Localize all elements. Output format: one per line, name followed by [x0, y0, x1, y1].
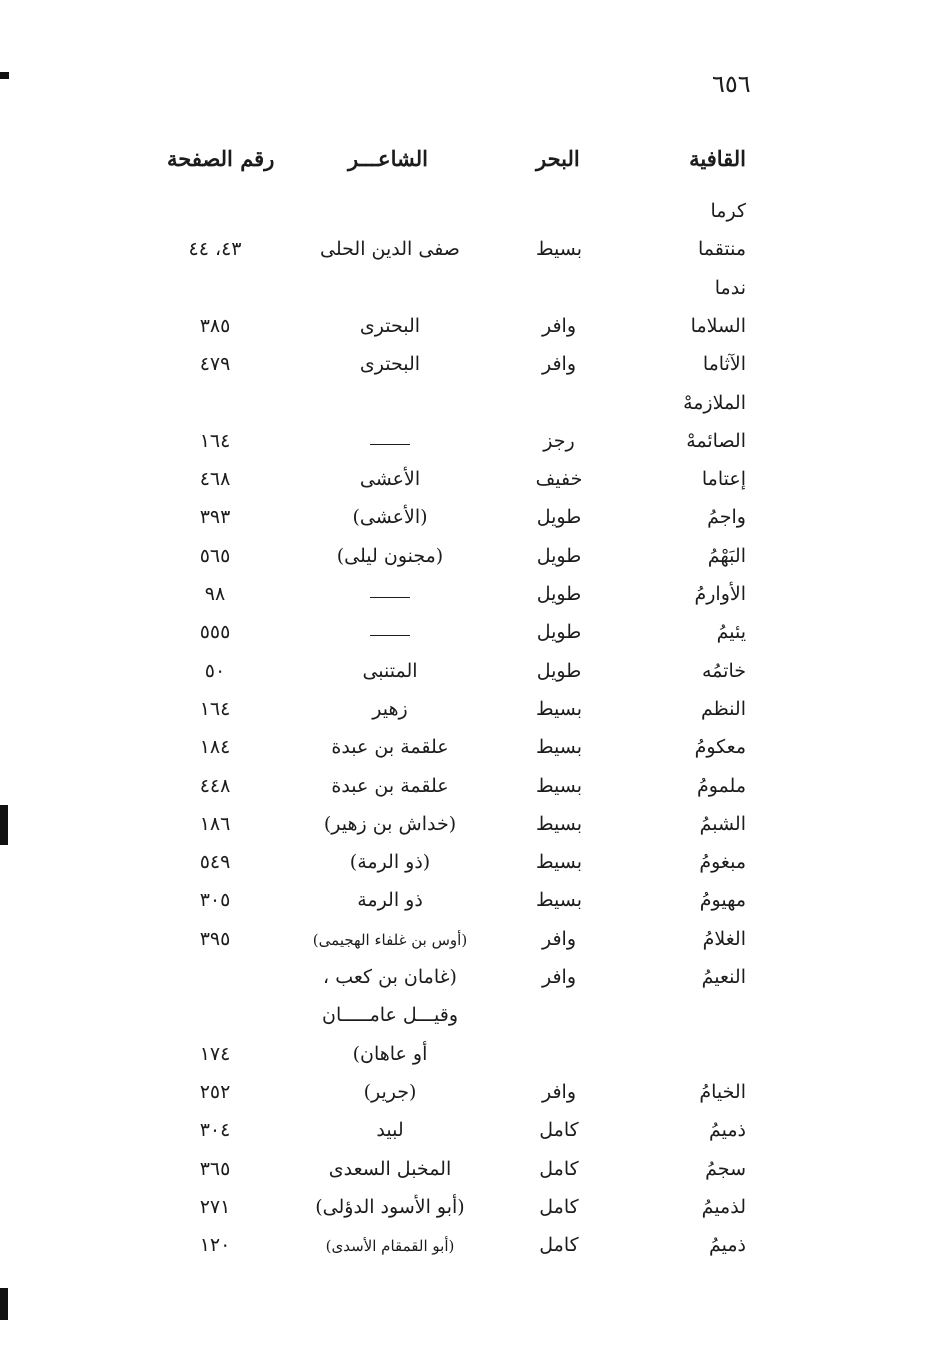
poet-cell: (ذو الرمة) [349, 851, 431, 873]
table-row [0, 502, 943, 536]
bahr-cell: كامل [539, 1196, 579, 1218]
bahr-cell: وافر [541, 315, 577, 337]
bahr-cell: طويل [536, 660, 582, 682]
page-number-cell: ٥٠ [204, 660, 226, 682]
page-number-cell: ٢٧١ [199, 1196, 231, 1218]
qafiya-cell: يئيمُ [716, 621, 746, 643]
table-row [0, 388, 943, 422]
bahr-cell: بسيط [535, 775, 582, 797]
table-row [0, 656, 943, 690]
qafiya-cell: منتقما [697, 238, 746, 260]
page-number-cell: ٤٤٨ [199, 775, 231, 797]
table-row [0, 273, 943, 307]
page-number-cell: ١٧٤ [199, 1043, 231, 1065]
bahr-cell: طويل [536, 583, 582, 605]
bahr-cell: طويل [536, 545, 582, 567]
poet-cell: علقمة بن عبدة [331, 736, 449, 758]
poet-cell: المخبل السعدى [328, 1158, 452, 1180]
poet-cell: وقيـــل عامـــــان [322, 1004, 458, 1026]
page-number-cell: ٣٠٤ [199, 1119, 231, 1141]
qafiya-cell: ندما [714, 277, 746, 299]
table-row [0, 311, 943, 345]
page-number-cell: ٥٤٩ [199, 851, 231, 873]
poet-cell: (مجنون ليلى) [336, 545, 444, 567]
poet-cell: ذو الرمة [357, 889, 423, 911]
bahr-cell: بسيط [535, 889, 582, 911]
bahr-cell: بسيط [535, 238, 582, 260]
page-number-cell: ٣٩٣ [199, 506, 231, 528]
poet-cell: علقمة بن عبدة [331, 775, 449, 797]
table-row [0, 1192, 943, 1226]
poet-cell: لبيد [376, 1119, 404, 1141]
page-number-cell: ٥٦٥ [199, 545, 231, 567]
header-bahr: البحر [536, 146, 580, 171]
table-row [0, 541, 943, 575]
qafiya-cell: معكومُ [694, 736, 746, 758]
header-poet: الشاعـــر [348, 146, 428, 171]
bahr-cell: وافر [541, 1081, 577, 1103]
table-row [0, 847, 943, 881]
bahr-cell: بسيط [535, 851, 582, 873]
bahr-cell: خفيف [535, 468, 583, 490]
table-row [0, 694, 943, 728]
qafiya-cell: الأوارمُ [694, 583, 746, 605]
page-number-cell: ١٨٤ [199, 736, 231, 758]
page-number-cell: ٤٧٩ [199, 353, 231, 375]
page-number-cell: ١٦٤ [199, 430, 231, 452]
poet-cell: (جرير) [363, 1081, 417, 1103]
bahr-cell: كامل [539, 1119, 579, 1141]
no-poet-dash [370, 597, 410, 598]
page-number-cell: ٩٨ [204, 583, 226, 605]
poet-cell: (غامان بن كعب ، [323, 966, 457, 988]
page-number-cell: ٢٥٢ [199, 1081, 231, 1103]
page-number-cell: ٣٩٥ [199, 928, 231, 950]
bahr-cell: طويل [536, 506, 582, 528]
qafiya-cell: إعتاما [701, 468, 746, 490]
page-number-cell: ١٢٠ [199, 1234, 231, 1256]
qafiya-cell: الآثاما [702, 353, 746, 375]
poet-cell: (الأعشى) [352, 506, 428, 528]
qafiya-cell: ملمومُ [696, 775, 746, 797]
table-row [0, 1039, 943, 1073]
poet-cell: الأعشى [359, 468, 421, 490]
header-page-number: رقم الصفحة [167, 146, 275, 171]
qafiya-cell: مهيومُ [699, 889, 746, 911]
poet-cell: صفى الدين الحلى [320, 238, 460, 260]
scan-edge-mark [0, 805, 8, 845]
table-row [0, 579, 943, 613]
qafiya-cell: مبغومُ [699, 851, 746, 873]
table-row [0, 234, 943, 268]
poet-cell: (خداش بن زهير) [323, 813, 457, 835]
poet-cell: (أبو القمقام الأسدى) [325, 1237, 455, 1255]
bahr-cell: رجز [543, 430, 575, 452]
page-number-cell: ١٦٤ [199, 698, 231, 720]
scan-edge-mark [0, 1288, 8, 1320]
page-number-cell: ٥٥٥ [199, 621, 231, 643]
poet-cell [280, 430, 500, 452]
qafiya-cell: كرما [710, 200, 746, 222]
qafiya-cell: ذميمُ [708, 1119, 746, 1141]
table-row [0, 809, 943, 843]
poet-cell: أو عاهان) [352, 1043, 428, 1065]
page-number-cell: ٣٦٥ [199, 1158, 231, 1180]
header-qafiya: القافية [689, 146, 746, 171]
table-row [0, 196, 943, 230]
scan-edge-mark [0, 72, 9, 79]
table-row [0, 962, 943, 996]
page-number-cell: ١٨٦ [199, 813, 231, 835]
qafiya-cell: خاتمُه [702, 660, 746, 682]
poet-cell: البحترى [359, 353, 421, 375]
table-row [0, 426, 943, 460]
poet-cell [280, 621, 500, 643]
poet-cell: (أبو الأسود الدؤلى) [315, 1196, 465, 1218]
bahr-cell: وافر [541, 966, 577, 988]
bahr-cell: وافر [541, 928, 577, 950]
table-row [0, 1230, 943, 1264]
no-poet-dash [370, 635, 410, 636]
table-row [0, 617, 943, 651]
poet-cell: زهير [372, 698, 408, 720]
bahr-cell: بسيط [535, 736, 582, 758]
poet-cell [280, 583, 500, 605]
table-row [0, 771, 943, 805]
bahr-cell: كامل [539, 1234, 579, 1256]
bahr-cell: طويل [536, 621, 582, 643]
table-row [0, 1000, 943, 1034]
page-number-cell: ٤٣، ٤٤ [188, 238, 242, 260]
qafiya-cell: النظم [700, 698, 746, 720]
qafiya-cell: البَهْمُ [707, 545, 746, 567]
table-row [0, 1154, 943, 1188]
table-row [0, 464, 943, 498]
poet-cell: المتنبى [362, 660, 418, 682]
qafiya-cell: النعيمُ [701, 966, 746, 988]
qafiya-cell: لذميمُ [701, 1196, 746, 1218]
bahr-cell: بسيط [535, 813, 582, 835]
qafiya-cell: السلاما [690, 315, 746, 337]
qafiya-cell: الصائمهْ [686, 430, 746, 452]
table-row [0, 924, 943, 958]
no-poet-dash [370, 444, 410, 445]
qafiya-cell: ذميمُ [708, 1234, 746, 1256]
qafiya-cell: الملازمهْ [683, 392, 746, 414]
table-row [0, 1077, 943, 1111]
table-row [0, 885, 943, 919]
page-number-cell: ٣٠٥ [199, 889, 231, 911]
table-row [0, 732, 943, 766]
table-row [0, 1115, 943, 1149]
bahr-cell: كامل [539, 1158, 579, 1180]
page-number-cell: ٤٦٨ [199, 468, 231, 490]
bahr-cell: بسيط [535, 698, 582, 720]
poet-cell: البحترى [359, 315, 421, 337]
qafiya-cell: الخيامُ [699, 1081, 746, 1103]
bahr-cell: وافر [541, 353, 577, 375]
qafiya-cell: الشبمُ [699, 813, 746, 835]
qafiya-cell: الغلامُ [702, 928, 746, 950]
page-number: ٦٥٦ [712, 70, 751, 98]
qafiya-cell: واجمُ [707, 506, 746, 528]
table-row [0, 349, 943, 383]
qafiya-cell: سجمُ [705, 1158, 746, 1180]
page-number-cell: ٣٨٥ [199, 315, 231, 337]
poet-cell: (أوس بن غلفاء الهجيمى) [312, 931, 468, 949]
